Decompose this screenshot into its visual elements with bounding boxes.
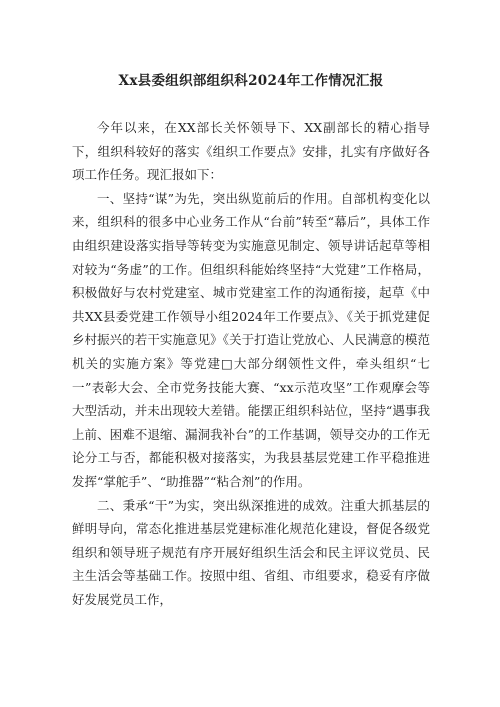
section-one-paragraph: 一、坚持“谋”为先，突出纵览前后的作用。自部机构变化以来，组织科的很多中心业务工作从“台前”转至“幕后”，具体工作由组织建设落实指导等转变为实施意见制定、领导讲话起草等相对较为“务虚”的工作。但组织科能始终坚持“大党建”工作格局，积极做好与农村党建室、城市党建室工作的沟通衔接，起草《中共XX县委党建工作领导小组2024年工作要点》、《关于抓党建促乡村振兴的若干实施意见》《关于打造让党放心、人民满意的模范机关的实施方案》等党建□大部分纲领性文件，牵头组织“七一”表彰大会、全市党务技能大赛、“xx示范攻坚”工作观摩会等大型活动，并未出现较大差错。能摆正组织科站位，坚持“遇事我上前、困难不退缩、漏洞我补台”的工作基调，领导交办的工作无论分工与否，都能积极对接落实，为我县基层党建工作平稳推进发挥“掌舵手”、“助推器”“粘合剂”的作用。: [72, 190, 430, 489]
intro-paragraph: 今年以来，在XX部长关怀领导下、XX副部长的精心指导下，组织科较好的落实《组织工作要点》安排，扎实有序做好各项工作任务。现汇报如下：: [72, 120, 430, 183]
section-two-paragraph: 二、秉承“干”为实，突出纵深推进的成效。注重大抓基层的鲜明导向，常态化推进基层党建标准化规范化建设，督促各级党组织和领导班子规范有序开展好组织生活会和民主评议党员、民主生活会等基础工作。按照中组、省组、市组要求，稳妥有序做好发展党员工作，: [72, 497, 430, 607]
document-title: Xx县委组织部组织科2024年工作情况汇报: [118, 73, 384, 89]
